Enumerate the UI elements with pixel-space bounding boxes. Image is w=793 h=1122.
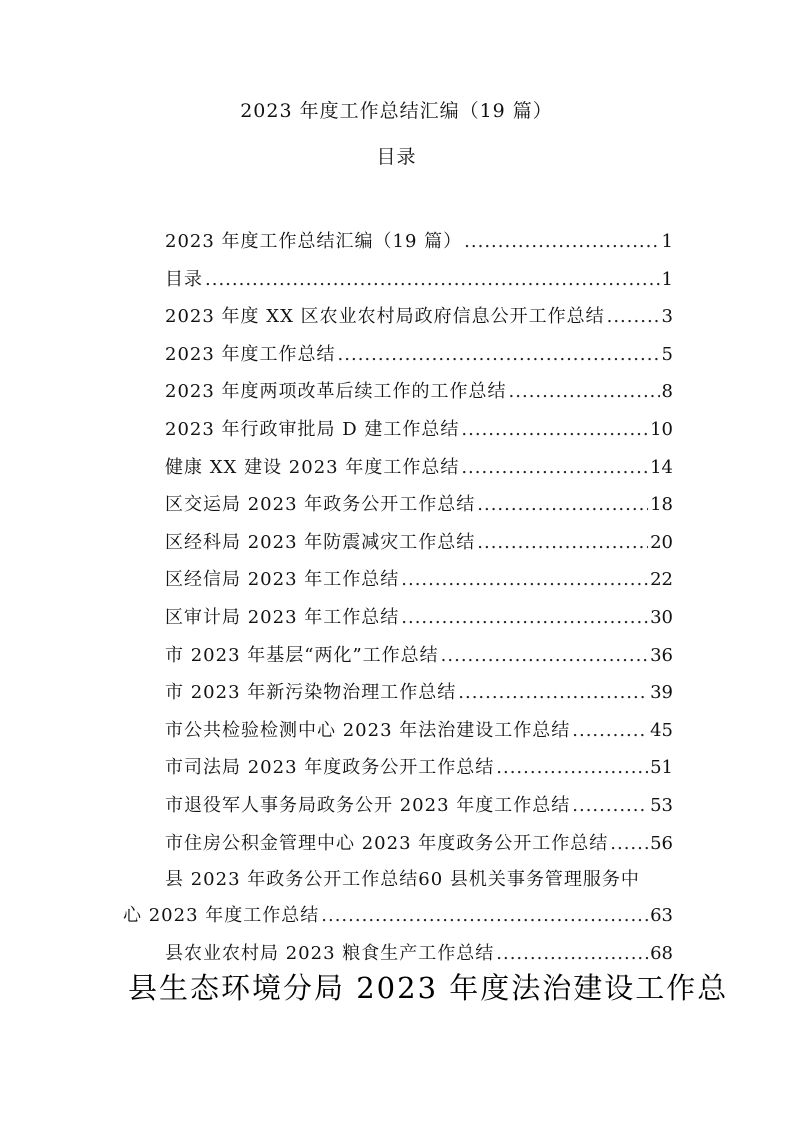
toc-page-number: 1	[661, 268, 673, 290]
toc-leader-dots	[461, 416, 648, 444]
toc-page-number: 39	[650, 682, 673, 704]
toc-leader-dots	[572, 717, 648, 745]
toc-heading: 目录	[376, 146, 417, 168]
document-title: 2023 年度工作总结汇编（19 篇）	[240, 100, 553, 122]
toc-entry-text: 健康 XX 建设 2023 年度工作总结	[165, 456, 460, 478]
toc-page-number: 51	[650, 757, 673, 779]
toc-leader-dots	[607, 303, 660, 331]
toc-leader-dots	[401, 566, 648, 594]
toc-entry-text: 心 2023 年度工作总结	[123, 905, 320, 926]
toc-page-number: 1	[661, 231, 673, 252]
toc-leader-dots	[401, 604, 648, 632]
toc-entry-text: 区经信局 2023 年工作总结	[165, 569, 400, 591]
toc-leader-dots	[496, 754, 648, 782]
toc-entry[interactable]	[165, 228, 673, 256]
toc-entry[interactable]	[165, 491, 673, 519]
toc-entry[interactable]	[165, 717, 673, 745]
toc-leader-dots	[321, 902, 648, 930]
toc-entry-text: 目录	[165, 268, 203, 290]
toc-page-number: 14	[650, 456, 673, 478]
toc-entry-text: 市退役军人事务局政务公开 2023 年度工作总结	[165, 795, 571, 816]
toc-leader-dots	[509, 378, 660, 406]
toc-entry-text: 县农业农村局 2023 粮食生产工作总结	[165, 943, 495, 964]
toc-leader-dots	[496, 940, 648, 968]
toc-leader-dots	[464, 228, 659, 256]
toc-page-number: 63	[650, 905, 673, 926]
toc-entry-text: 市 2023 年新污染物治理工作总结	[165, 682, 457, 704]
toc-entry[interactable]	[165, 303, 673, 331]
toc-leader-dots	[477, 529, 648, 557]
toc-page-number: 22	[650, 569, 673, 591]
toc-page-number: 8	[661, 381, 673, 403]
toc-leader-dots	[338, 341, 660, 369]
toc-leader-dots	[572, 792, 648, 820]
toc-page-number: 45	[650, 719, 673, 741]
toc-page-number: 3	[661, 306, 673, 328]
toc-entry[interactable]	[165, 378, 673, 406]
toc-entry[interactable]	[165, 266, 673, 294]
toc-leader-dots	[461, 454, 648, 482]
toc-leader-dots	[477, 491, 648, 519]
toc-page-number: 5	[661, 343, 673, 365]
toc-entry[interactable]	[165, 604, 673, 632]
toc-entry-text: 区交运局 2023 年政务公开工作总结	[165, 494, 476, 516]
toc-entry[interactable]	[165, 529, 673, 557]
toc-entry-text: 市住房公积金管理中心 2023 年度政务公开工作总结	[165, 832, 609, 854]
toc-leader-dots	[205, 266, 660, 294]
toc-entry[interactable]	[165, 679, 673, 707]
toc-entry[interactable]	[165, 642, 673, 670]
toc-entry-text: 2023 年度两项改革后续工作的工作总结	[165, 381, 507, 403]
toc-entry-text: 市司法局 2023 年度政务公开工作总结	[165, 757, 495, 779]
toc-entry-text: 市公共检验检测中心 2023 年法治建设工作总结	[165, 719, 571, 741]
toc-page-number: 18	[650, 494, 673, 516]
toc-entry-text: 2023 年度工作总结汇编（19 篇）	[165, 231, 463, 252]
toc-page-number: 56	[650, 832, 673, 854]
toc-page-number: 36	[650, 644, 673, 666]
toc-page-number: 68	[650, 943, 673, 964]
toc-entry[interactable]	[165, 830, 673, 858]
toc-entry[interactable]	[165, 454, 673, 482]
toc-entry-text: 2023 年度工作总结	[165, 343, 336, 365]
toc-entry-text: 2023 年行政审批局 D 建工作总结	[165, 419, 460, 440]
toc-entry-text: 区经科局 2023 年防震减灾工作总结	[165, 531, 476, 553]
toc-entry-text: 区审计局 2023 年工作总结	[165, 607, 400, 628]
toc-entry[interactable]	[165, 940, 673, 968]
toc-entry[interactable]	[165, 416, 673, 444]
toc-entry[interactable]	[165, 566, 673, 594]
toc-entry-text: 2023 年度 XX 区农业农村局政府信息公开工作总结	[165, 306, 605, 328]
section-heading: 县生态环境分局 2023 年度法治建设工作总	[128, 971, 729, 1005]
toc-entry[interactable]	[165, 754, 673, 782]
toc-entry-wrapped-line1[interactable]: 县 2023 年政务公开工作总结60 县机关事务管理服务中	[165, 869, 640, 890]
toc-page-number: 30	[650, 607, 673, 628]
toc-entry[interactable]	[165, 792, 673, 820]
toc-page-number: 10	[650, 419, 673, 440]
toc-page-number: 20	[650, 531, 673, 553]
toc-entry-wrapped-line2[interactable]	[123, 902, 673, 930]
toc-page-number: 53	[650, 795, 673, 816]
toc-leader-dots	[610, 830, 648, 858]
toc-leader-dots	[441, 642, 648, 670]
toc-entry[interactable]	[165, 341, 673, 369]
toc-leader-dots	[458, 679, 648, 707]
toc-entry-text: 市 2023 年基层“两化”工作总结	[165, 644, 439, 666]
